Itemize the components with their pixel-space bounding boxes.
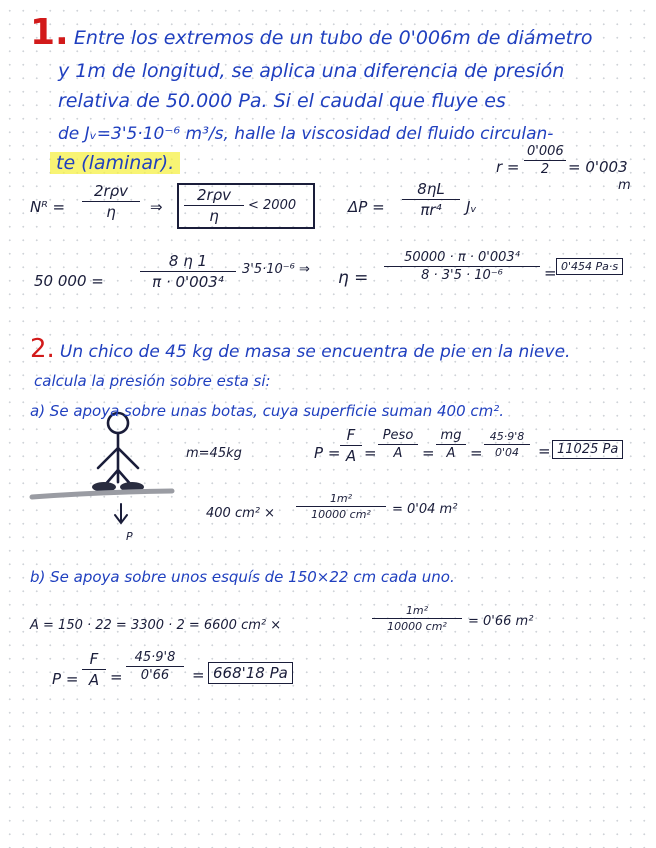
eta-fraction bbox=[384, 250, 540, 283]
problem-1-number: 1. bbox=[30, 12, 69, 53]
pressure-a-eq: = bbox=[538, 442, 551, 460]
f2-den: A bbox=[393, 446, 403, 461]
part-a-statement: a) Se apoya sobre unas botas, cuya superficie suman 400 cm². bbox=[30, 402, 505, 420]
calc-mid: 3'5·10⁻⁶ ⇒ bbox=[242, 262, 310, 277]
eq-sign: = bbox=[422, 444, 435, 462]
eq-sign: = bbox=[364, 444, 377, 462]
area-b-line: A = 150 · 22 = 3300 · 2 = 6600 cm² × bbox=[30, 618, 282, 633]
conv-b-den: 10000 cm² bbox=[387, 620, 447, 633]
conv-a-fraction bbox=[296, 492, 386, 521]
pressure-b-lhs: P = bbox=[52, 670, 79, 688]
radius-lhs: r = bbox=[496, 158, 520, 176]
conv-b-fraction bbox=[372, 604, 462, 633]
eq-sign: = bbox=[470, 444, 483, 462]
calc-num: 8 η 1 bbox=[168, 252, 208, 270]
pressure-a-f2 bbox=[378, 428, 418, 461]
reynolds-box-fraction bbox=[184, 186, 244, 225]
problem-1-line-5 bbox=[50, 152, 180, 174]
conv-a-den: 10000 cm² bbox=[311, 508, 371, 521]
radius-unit: m bbox=[618, 178, 631, 193]
poiseuille-num: 8ηL bbox=[417, 180, 445, 198]
pressure-b-f2 bbox=[126, 650, 184, 683]
problem-1-line-4: de Jᵥ=3'5·10⁻⁶ m³/s, halle la viscosidad del fluido circulan- bbox=[58, 124, 554, 144]
poiseuille-lhs: ΔP = bbox=[348, 198, 385, 216]
poiseuille-den: πr⁴ bbox=[420, 201, 442, 219]
pressure-a-lhs: P = bbox=[314, 444, 341, 462]
poiseuille-fraction bbox=[402, 180, 460, 219]
pressure-a-f4 bbox=[484, 430, 530, 459]
pressure-b-eq: = bbox=[192, 666, 205, 684]
reynolds-box-num: 2rρv bbox=[196, 186, 232, 204]
calc-fraction bbox=[140, 252, 236, 291]
problem-2-line-2: calcula la presión sobre esta si: bbox=[34, 372, 271, 390]
eq-sign: = bbox=[110, 668, 123, 686]
reynolds-num: 2rρv bbox=[93, 182, 129, 200]
f3-den: A bbox=[446, 446, 456, 461]
force-label: P bbox=[126, 530, 133, 543]
reynolds-fraction bbox=[82, 182, 140, 221]
b-f1-den: A bbox=[88, 671, 100, 689]
snow-surface bbox=[32, 491, 172, 497]
radius-num: 0'006 bbox=[527, 144, 564, 159]
eta-result bbox=[556, 260, 623, 273]
eta-lhs: η = bbox=[338, 268, 369, 288]
problem-1-line-2: y 1m de longitud, se aplica una diferencia de presión bbox=[58, 60, 565, 82]
b-f2-den: 0'66 bbox=[140, 668, 170, 683]
calc-den: π · 0'003⁴ bbox=[152, 273, 224, 291]
problem-1-line-1 bbox=[30, 12, 593, 53]
reynolds-lhs: Nᴿ = bbox=[30, 198, 66, 216]
highlighted-text: te (laminar). bbox=[50, 152, 180, 174]
problem-1-line-3: relativa de 50.000 Pa. Si el caudal que fluye es bbox=[58, 90, 506, 112]
conv-b-num: 1m² bbox=[405, 604, 429, 617]
b-f1-num: F bbox=[89, 650, 99, 668]
pressure-b-result-box: 668'18 Pa bbox=[208, 662, 293, 684]
conv-a-num: 1m² bbox=[329, 492, 353, 505]
pressure-a-f3 bbox=[436, 428, 466, 461]
calc-lhs: 50 000 = bbox=[34, 272, 104, 290]
eta-num: 50000 · π · 0'003⁴ bbox=[404, 250, 520, 265]
eta-eq: = bbox=[544, 264, 557, 282]
conv-a-lhs: 400 cm² × bbox=[206, 506, 275, 521]
reynolds-box-den: η bbox=[209, 207, 219, 225]
pressure-a-f1 bbox=[340, 426, 362, 465]
problem-2-line-1 bbox=[30, 334, 570, 364]
conv-a-result: = 0'04 m² bbox=[392, 502, 458, 517]
f1-den: A bbox=[345, 447, 357, 465]
b-f2-num: 45·9'8 bbox=[134, 650, 176, 665]
eta-result-box: 0'454 Pa·s bbox=[556, 258, 623, 275]
f3-num: mg bbox=[440, 428, 462, 443]
pressure-a-result bbox=[552, 442, 623, 457]
reynolds-condition: < 2000 bbox=[248, 198, 297, 213]
problem-2-number: 2. bbox=[30, 334, 55, 364]
mass-label: m=45kg bbox=[186, 446, 242, 461]
eta-den: 8 · 3'5 · 10⁻⁶ bbox=[421, 268, 503, 283]
reynolds-den: η bbox=[106, 203, 116, 221]
radius-den: 2 bbox=[540, 162, 550, 177]
radius-result: = 0'003 bbox=[568, 158, 628, 176]
pressure-b-result bbox=[208, 664, 293, 682]
pressure-a-result-box: 11025 Pa bbox=[552, 440, 623, 459]
reynolds-arrow: ⇒ bbox=[150, 198, 163, 216]
radius-fraction bbox=[524, 144, 566, 177]
f2-num: Peso bbox=[382, 428, 414, 443]
f4-num: 45·9'8 bbox=[489, 430, 525, 443]
poiseuille-tail: Jᵥ bbox=[466, 198, 477, 216]
conv-b-result: = 0'66 m² bbox=[468, 614, 534, 629]
pressure-b-f1 bbox=[82, 650, 106, 689]
part-b-statement: b) Se apoya sobre unos esquís de 150×22 cm cada uno. bbox=[30, 568, 455, 586]
problem-2-text: Un chico de 45 kg de masa se encuentra de pie en la nieve. bbox=[59, 342, 571, 362]
problem-1-text: Entre los extremos de un tubo de 0'006m de diámetro bbox=[73, 27, 593, 49]
f1-num: F bbox=[346, 426, 356, 444]
f4-den: 0'04 bbox=[494, 446, 520, 459]
